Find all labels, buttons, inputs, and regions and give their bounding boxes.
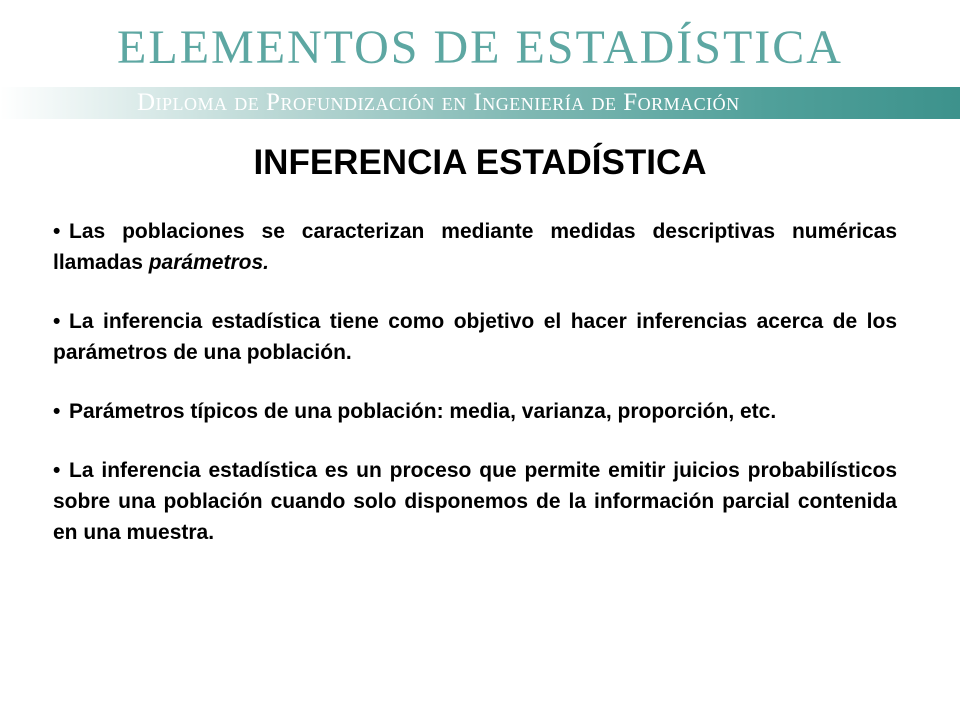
bullet-dot-icon: • (53, 400, 61, 423)
bullet-item (53, 306, 897, 368)
bullet-item (53, 396, 897, 427)
bullet-dot-icon: • (53, 310, 61, 333)
subtitle-band (0, 87, 960, 119)
bullet-dot-icon: • (53, 220, 61, 243)
bullet-text: La inferencia estadística es un proceso que permite emitir juicios probabilísticos sobre una población cuando solo disponemos de la información parcial contenida en una muestra. (53, 459, 897, 544)
bullet-emphasis: parámetros. (148, 251, 269, 274)
bullet-text: Las poblaciones se caracterizan mediante medidas descriptivas numéricas llamadas (53, 220, 897, 274)
bullet-item (53, 216, 897, 278)
page-title: INFERENCIA ESTADÍSTICA (253, 143, 707, 182)
bullet-text: Parámetros típicos de una población: media, varianza, proporción, etc. (69, 400, 777, 423)
slide-header-subtitle: Diploma de Profundización en Ingeniería de Formación (137, 89, 740, 116)
bullet-text: La inferencia estadística tiene como objetivo el hacer inferencias acerca de los parámetros de una población. (53, 310, 897, 364)
bullet-list (53, 216, 897, 576)
bullet-dot-icon: • (53, 459, 61, 482)
slide-header-title: ELEMENTOS DE ESTADÍSTICA (117, 21, 843, 74)
bullet-item (53, 455, 897, 548)
